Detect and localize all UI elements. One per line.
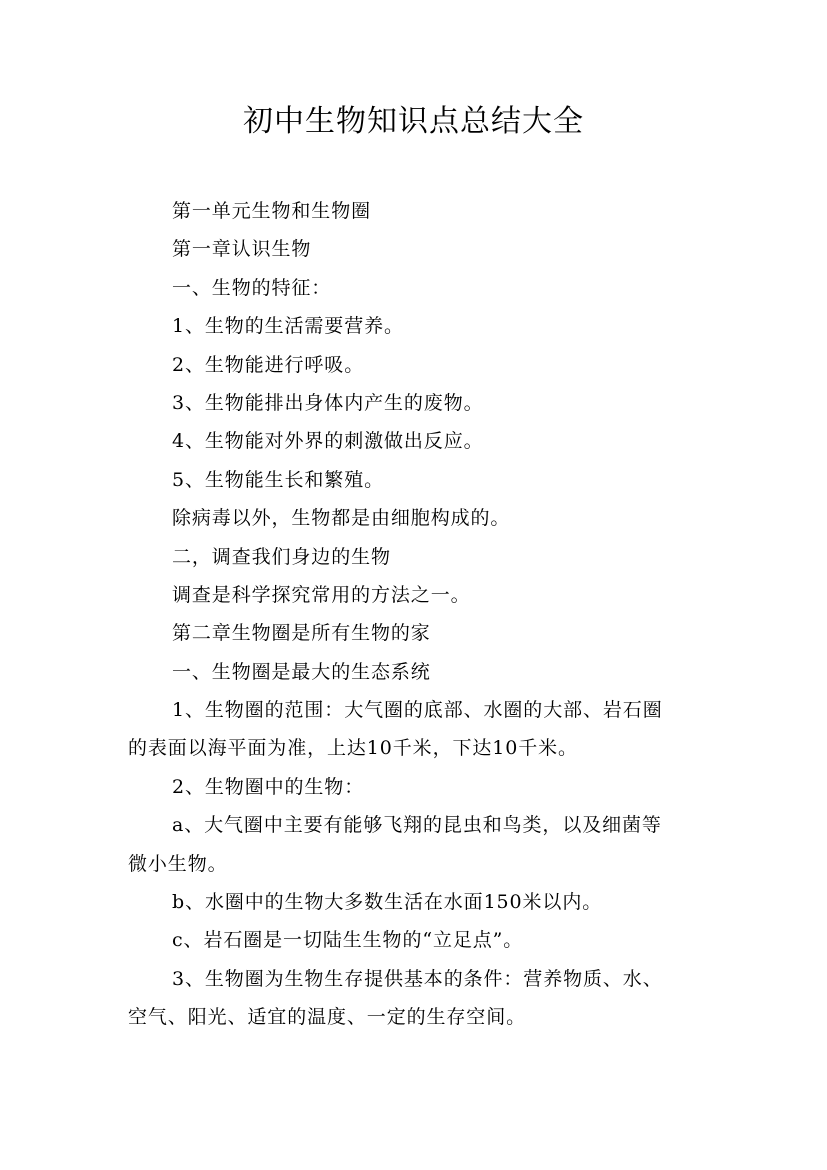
paragraph-line: 3、生物能排出身体内产生的废物。 (172, 391, 484, 414)
paragraph-line: 4、生物能对外界的刺激做出反应。 (172, 430, 484, 453)
paragraph-line: b、水圈中的生物大多数生活在水面150米以内。 (172, 891, 603, 914)
chapter-heading: 第二章生物圈是所有生物的家 (172, 622, 431, 645)
paragraph-line: 除病毒以外，生物都是由细胞构成的。 (172, 507, 511, 530)
paragraph: 3、生物圈为生物生存提供基本的条件：营养物质、水、空气、阳光、适宜的温度、一定的生存空间。 (128, 967, 663, 1029)
chapter-heading: 第一章认识生物 (172, 238, 312, 261)
paragraph: a、大气圈中主要有能够飞翔的昆虫和鸟类，以及细菌等微小生物。 (128, 814, 662, 875)
section-heading: 一、生物的特征： (172, 276, 332, 299)
unit-heading: 第一单元生物和生物圈 (172, 200, 372, 222)
paragraph-line: c、岩石圈是一切陆生生物的“立足点”。 (172, 929, 524, 952)
paragraph: 1、生物圈的范围：大气圈的底部、水圈的大部、岩石圈的表面以海平面为准，上达10千米，下达10千米。 (128, 699, 663, 760)
paragraph-line: 2、生物圈中的生物： (172, 775, 365, 798)
paragraph-line: 调查是科学探究常用的方法之一。 (172, 583, 471, 606)
document-body (128, 192, 732, 1037)
document-title: 初中生物知识点总结大全 (243, 104, 584, 139)
section-heading: 二，调查我们身边的生物 (172, 545, 391, 568)
paragraph-line: 2、生物能进行呼吸。 (172, 353, 365, 376)
paragraph-line: 5、生物能生长和繁殖。 (172, 468, 384, 491)
section-heading: 一、生物圈是最大的生态系统 (172, 660, 431, 683)
paragraph-line: 1、生物的生活需要营养。 (172, 315, 404, 338)
